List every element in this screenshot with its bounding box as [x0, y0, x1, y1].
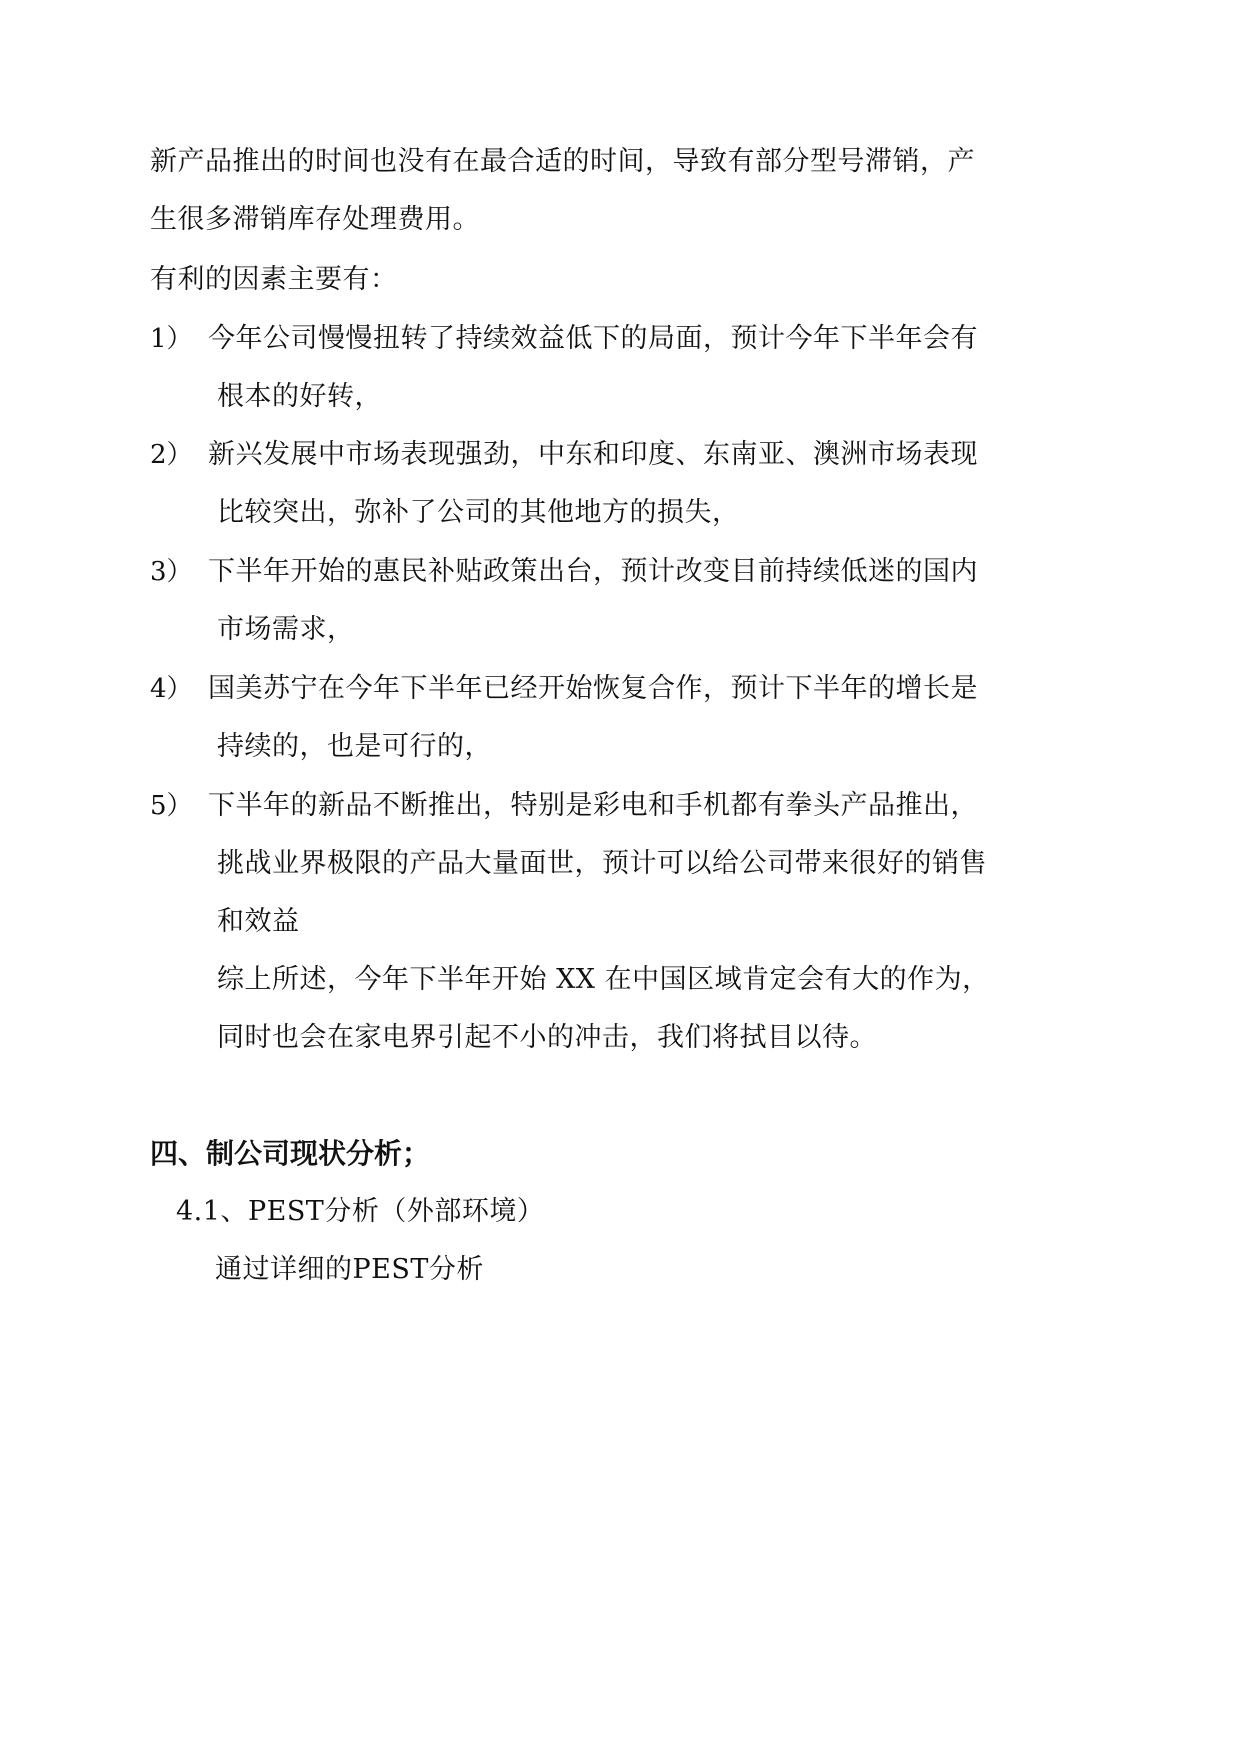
intro-line-2: 生很多滞销库存处理费用。 — [150, 204, 480, 235]
list-item-number: 1） — [150, 324, 193, 354]
list-item-text-continued: 挑战业界极限的产品大量面世，预计可以给公司带来很好的销售 — [217, 848, 987, 879]
list-item-text: 国美苏宁在今年下半年已经开始恢复合作，预计下半年的增长是 — [208, 673, 978, 704]
list-item-text-continued: 比较突出，弥补了公司的其他地方的损失， — [217, 497, 740, 528]
list-item-text-continued: 持续的，也是可行的， — [217, 731, 492, 762]
list-item-text-continued: 市场需求， — [217, 614, 355, 645]
list-item-text: 下半年的新品不断推出，特别是彩电和手机都有拳头产品推出， — [208, 790, 978, 821]
list-item-number: 3） — [150, 557, 193, 587]
list-item-text-continued: 根本的好转， — [217, 381, 382, 412]
section-heading: 四、制公司现状分析； — [150, 1137, 431, 1170]
list-item-text-continued: 和效益 — [217, 906, 300, 937]
summary-line-2: 同时也会在家电界引起不小的冲击，我们将拭目以待。 — [217, 1022, 877, 1053]
summary-line-1: 综上所述，今年下半年开始 XX 在中国区域肯定会有大的作为， — [217, 964, 990, 995]
list-item-text: 下半年开始的惠民补贴政策出台，预计改变目前持续低迷的国内 — [208, 556, 978, 587]
list-item-number: 4） — [150, 674, 193, 704]
list-item-number: 2） — [150, 440, 193, 470]
intro-line-1: 新产品推出的时间也没有在最合适的时间，导致有部分型号滞销，产 — [150, 146, 975, 177]
favorable-factors-label: 有利的因素主要有： — [150, 264, 398, 295]
section-body-text: 通过详细的PEST分析 — [215, 1254, 484, 1285]
subsection-heading: 4.1、PEST分析（外部环境） — [176, 1196, 545, 1227]
list-item-text: 今年公司慢慢扭转了持续效益低下的局面，预计今年下半年会有 — [208, 323, 978, 354]
list-item-number: 5） — [150, 791, 193, 821]
list-item-text: 新兴发展中市场表现强劲，中东和印度、东南亚、澳洲市场表现 — [208, 439, 978, 470]
